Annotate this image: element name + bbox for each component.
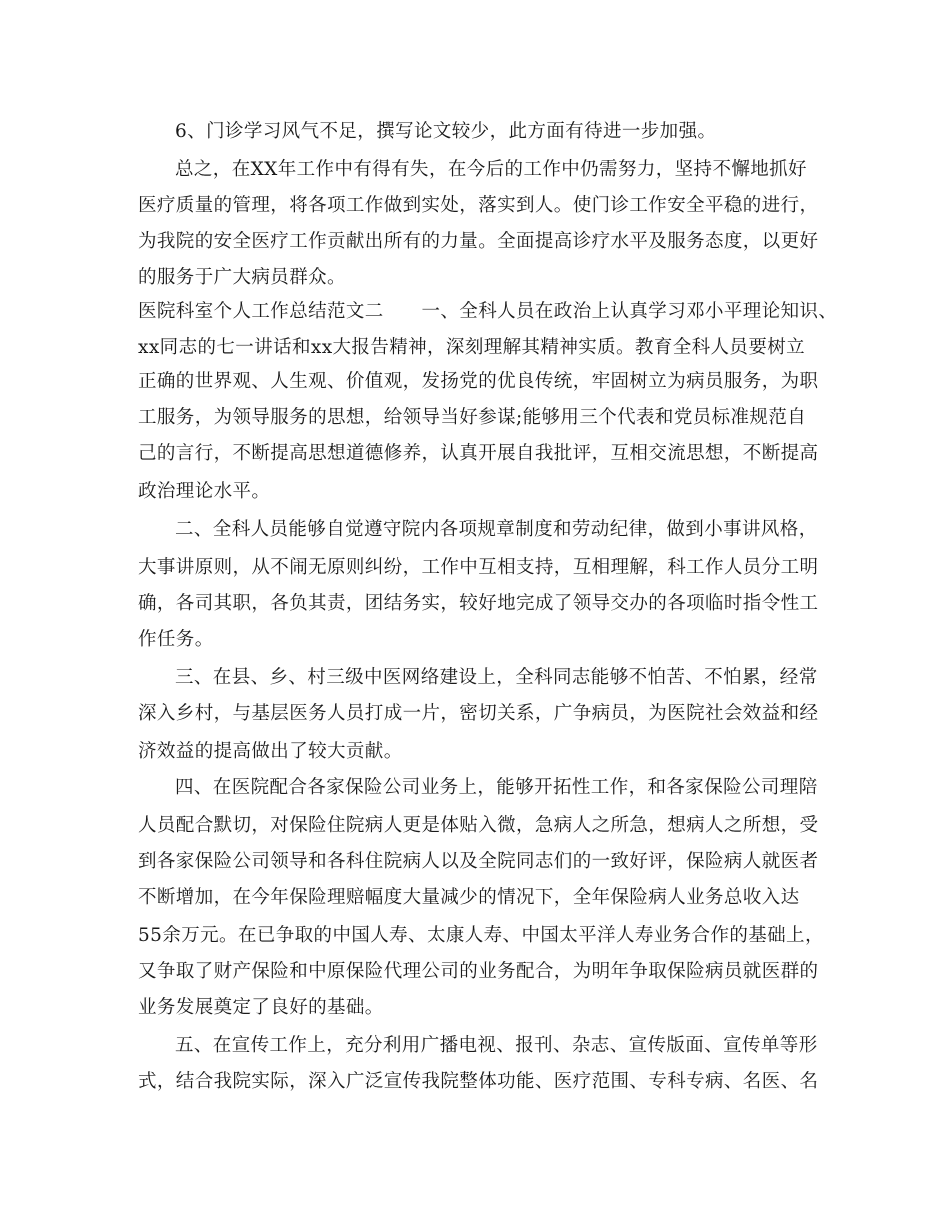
section-heading-line: 医院科室个人工作总结范文二 一、全科人员在政治上认真学习邓小平理论知识、 bbox=[138, 301, 838, 322]
text-line: 五、在宣传工作上，充分利用广播电视、报刊、杂志、宣传版面、宣传单等形 bbox=[175, 1035, 818, 1056]
text-line: 到各家保险公司领导和各科住院病人以及全院同志们的一致好评，保险病人就医者 bbox=[138, 851, 819, 872]
text-line: 三、在县、乡、村三级中医网络建设上，全科同志能够不怕苦、不怕累，经常 bbox=[175, 667, 818, 688]
text-line: 确，各司其职，各负其责，团结务实，较好地完成了领导交办的各项临时指令性工 bbox=[138, 593, 819, 614]
text-line: 深入乡村，与基层医务人员打成一片，密切关系，广争病员，为医院社会效益和经 bbox=[138, 703, 819, 724]
text-line: 作任务。 bbox=[138, 629, 214, 650]
text-line: 的服务于广大病员群众。 bbox=[138, 267, 346, 288]
text-line: 式，结合我院实际，深入广泛宣传我院整体功能、医疗范围、专科专病、名医、名 bbox=[138, 1071, 819, 1092]
text-line: 又争取了财产保险和中原保险代理公司的业务配合，为明年争取保险病员就医群的 bbox=[138, 961, 819, 982]
text-line: 55余万元。在已争取的中国人寿、太康人寿、中国太平洋人寿业务合作的基础上， bbox=[138, 925, 824, 946]
text-line: 总之，在XX年工作中有得有失，在今后的工作中仍需努力，坚持不懈地抓好 bbox=[175, 159, 807, 180]
text-line: 正确的世界观、人生观、价值观，发扬党的优良传统，牢固树立为病员服务，为职 bbox=[138, 371, 819, 392]
text-line: 政治理论水平。 bbox=[138, 481, 271, 502]
text-line: 业务发展奠定了良好的基础。 bbox=[138, 997, 384, 1018]
text-line: xx同志的七一讲话和xx大报告精神，深刻理解其精神实质。教育全科人员要树立 bbox=[138, 337, 806, 358]
text-line: 不断增加，在今年保险理赔幅度大量减少的情况下，全年保险病人业务总收入达 bbox=[138, 887, 800, 908]
text-line: 四、在医院配合各家保险公司业务上，能够开拓性工作，和各家保险公司理陪 bbox=[175, 777, 818, 798]
text-line: 医疗质量的管理，将各项工作做到实处，落实到人。使门诊工作安全平稳的进行， bbox=[138, 195, 819, 216]
text-line: 济效益的提高做出了较大贡献。 bbox=[138, 741, 403, 762]
text-line: 二、全科人员能够自觉遵守院内各项规章制度和劳动纪律，做到小事讲风格， bbox=[175, 519, 818, 540]
text-line: 6、门诊学习风气不足，撰写论文较少，此方面有待进一步加强。 bbox=[175, 121, 717, 142]
text-line: 为我院的安全医疗工作贡献出所有的力量。全面提高诊疗水平及服务态度，以更好 bbox=[138, 231, 819, 252]
text-line: 工服务，为领导服务的思想，给领导当好参谋;能够用三个代表和党员标准规范自 bbox=[138, 407, 807, 428]
text-line: 大事讲原则，从不闹无原则纠纷，工作中互相支持，互相理解，科工作人员分工明 bbox=[138, 557, 819, 578]
text-line: 人员配合默切，对保险住院病人更是体贴入微，急病人之所急，想病人之所想，受 bbox=[138, 815, 819, 836]
text-line: 己的言行，不断提高思想道德修养，认真开展自我批评，互相交流思想，不断提高 bbox=[138, 443, 819, 464]
